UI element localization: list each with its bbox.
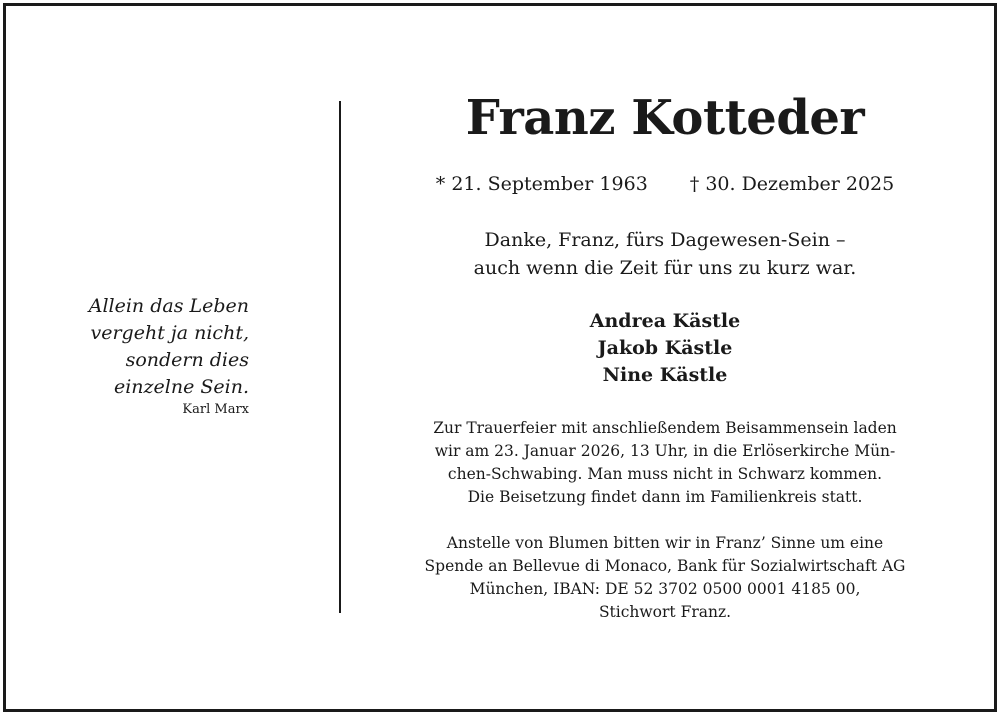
birth-date: * 21. September 1963 [435,173,648,195]
donation-line: Stichwort Franz. [598,603,732,621]
family-member: Nine Kästle [602,364,728,386]
thanks-message [385,226,945,282]
donation-line: Spende an Bellevue di Monaco, Bank für Sozialwirtschaft AG [424,557,906,575]
ceremony-line: Zur Trauerfeier mit anschließendem Beisammensein laden [433,419,897,437]
deceased-name: Franz Kotteder [465,90,865,146]
quote-block [89,293,249,419]
quote-line: vergeht ja nicht, [90,322,249,344]
death-date: † 30. Dezember 2025 [689,173,895,195]
quote-line: einzelne Sein. [113,376,249,398]
quote-author: Karl Marx [182,402,249,417]
vertical-divider [339,101,341,613]
quote-line: sondern dies [125,349,249,371]
family-member: Andrea Kästle [589,310,741,332]
life-dates [385,170,945,198]
family-list [385,308,945,389]
ceremony-line: chen-Schwabing. Man muss nicht in Schwarz kommen. [447,465,883,483]
ceremony-line: wir am 23. Januar 2026, 13 Uhr, in die Erlöserkirche Mün- [434,442,896,460]
donation-info [385,532,945,624]
quote-line: Allein das Leben [88,295,249,317]
thanks-line: auch wenn die Zeit für uns zu kurz war. [473,257,857,279]
thanks-line: Danke, Franz, fürs Dagewesen-Sein – [484,229,846,251]
ceremony-info [385,417,945,509]
ceremony-line: Die Beisetzung findet dann im Familienkreis statt. [467,488,863,506]
family-member: Jakob Kästle [597,337,733,359]
donation-line: München, IBAN: DE 52 3702 0500 0001 4185 00, [469,580,861,598]
donation-line: Anstelle von Blumen bitten wir in Franz’ Sinne um eine [446,534,884,552]
